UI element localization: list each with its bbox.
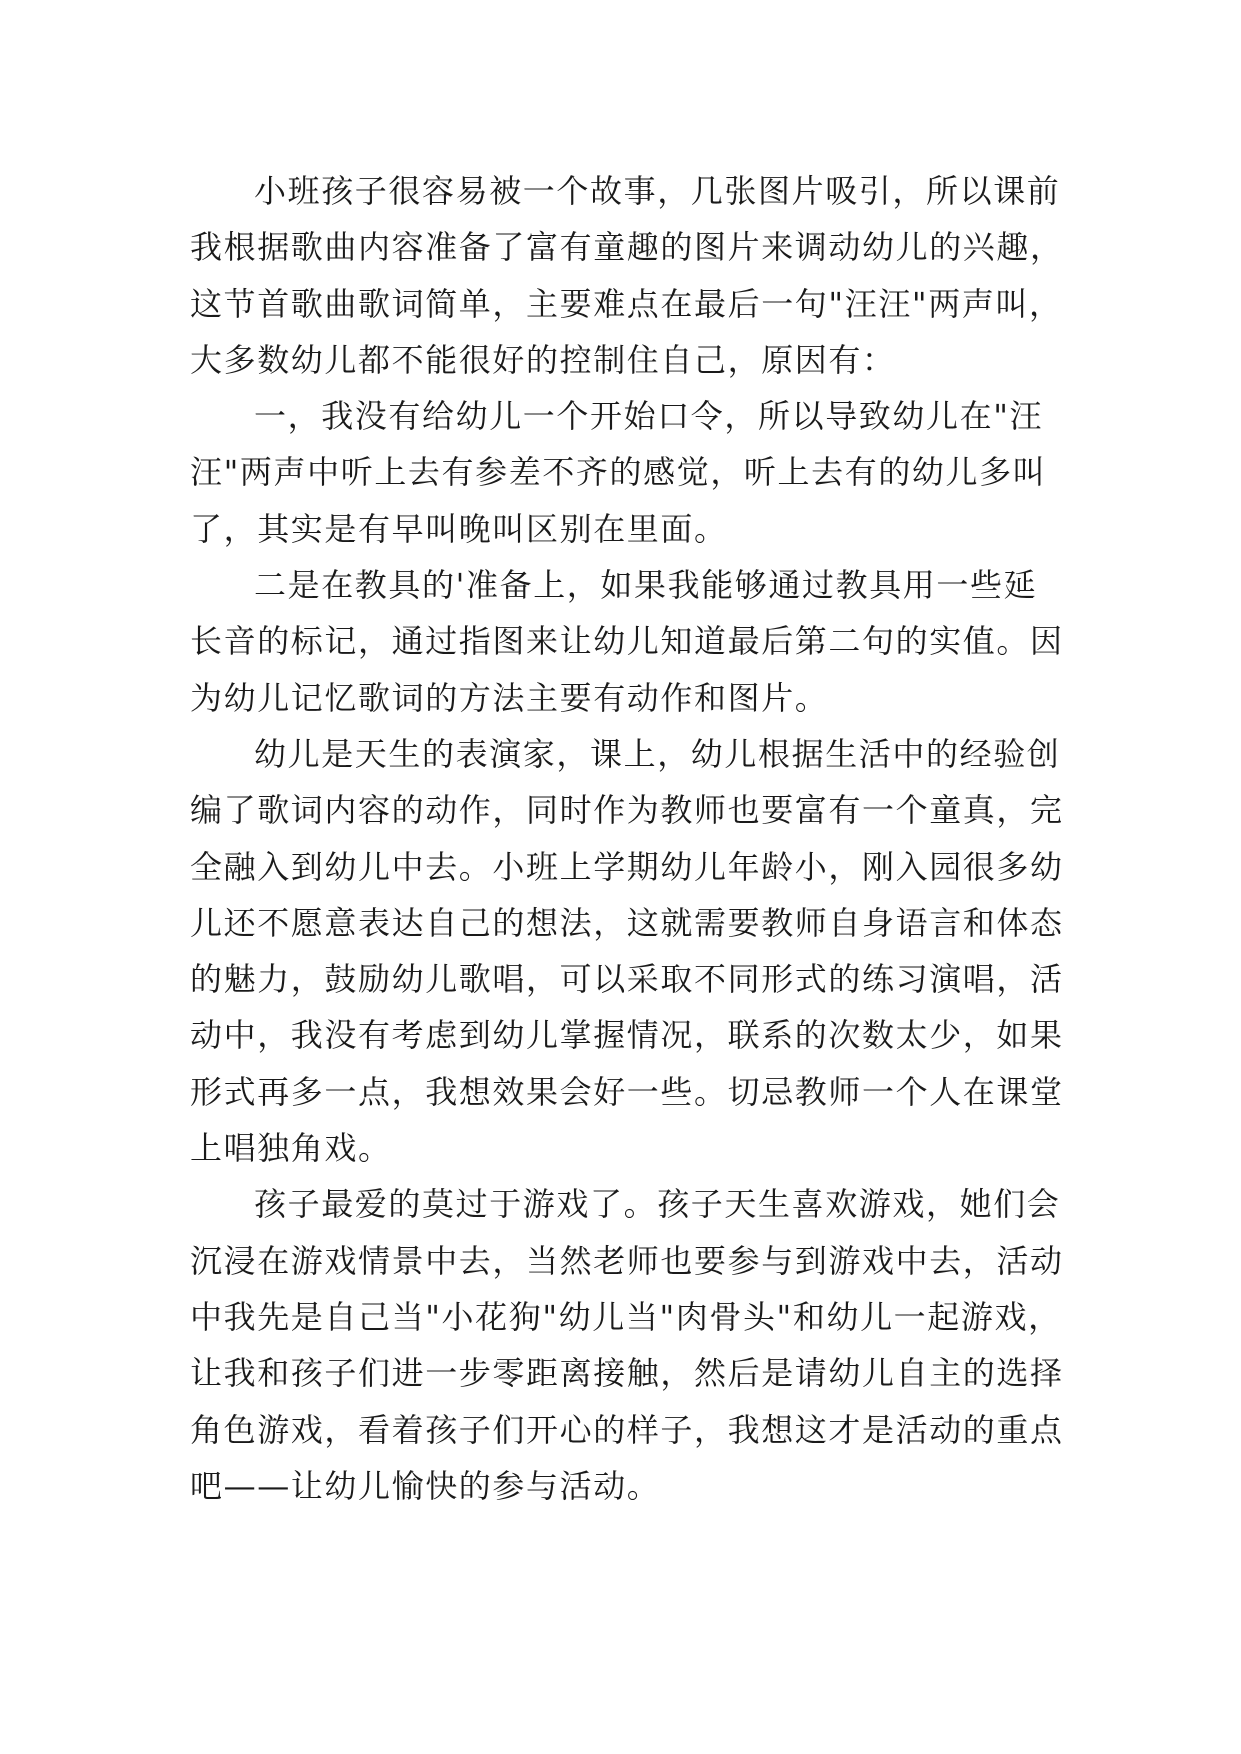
text-line: 编了歌词内容的动作，同时作为教师也要富有一个童真，完 (190, 791, 1064, 830)
text-line: 孩子最爱的莫过于游戏了。孩子天生喜欢游戏，她们会 (254, 1185, 1061, 1224)
text-line: 吧——让幼儿愉快的参与活动。 (190, 1466, 661, 1505)
paragraph-1 (190, 163, 1064, 388)
text-line: 的魅力，鼓励幼儿歌唱，可以采取不同形式的练习演唱，活 (190, 960, 1064, 999)
text-line: 形式再多一点，我想效果会好一些。切忌教师一个人在课堂 (190, 1072, 1064, 1111)
text-line: 长音的标记，通过指图来让幼儿知道最后第二句的实值。因 (190, 622, 1064, 661)
text-line: 角色游戏，看着孩子们开心的样子，我想这才是活动的重点 (190, 1410, 1064, 1449)
text-line: 让我和孩子们进一步零距离接触，然后是请幼儿自主的选择 (190, 1354, 1064, 1393)
text-line: 上唱独角戏。 (190, 1129, 392, 1168)
paragraph-4 (190, 726, 1064, 1176)
text-line: 汪"两声中听上去有参差不齐的感觉，听上去有的幼儿多叫 (190, 453, 1047, 492)
text-line: 大多数幼儿都不能很好的控制住自己，原因有： (190, 340, 896, 379)
text-line: 动中，我没有考虑到幼儿掌握情况，联系的次数太少，如果 (190, 1016, 1064, 1055)
text-line: 幼儿是天生的表演家，课上，幼儿根据生活中的经验创 (254, 734, 1061, 773)
text-line: 儿还不愿意表达自己的想法，这就需要教师自身语言和体态 (190, 903, 1064, 942)
paragraph-2 (190, 388, 1050, 557)
text-line: 我根据歌曲内容准备了富有童趣的图片来调动幼儿的兴趣， (190, 228, 1064, 267)
text-line: 这节首歌曲歌词简单，主要难点在最后一句"汪汪"两声叫， (190, 284, 1063, 323)
paragraph-3 (190, 557, 1064, 726)
paragraph-5 (190, 1176, 1064, 1514)
text-line: 二是在教具的'准备上，如果我能够通过教具用一些延 (254, 566, 1038, 605)
text-line: 为幼儿记忆歌词的方法主要有动作和图片。 (190, 678, 829, 717)
document-page (190, 163, 1064, 1514)
text-line: 小班孩子很容易被一个故事，几张图片吸引，所以课前 (254, 172, 1061, 210)
text-line: 沉浸在游戏情景中去，当然老师也要参与到游戏中去，活动 (190, 1241, 1064, 1280)
text-line: 全融入到幼儿中去。小班上学期幼儿年龄小，刚入园很多幼 (190, 847, 1064, 886)
text-line: 一，我没有给幼儿一个开始口令，所以导致幼儿在"汪 (254, 397, 1044, 436)
text-line: 了，其实是有早叫晚叫区别在里面。 (190, 509, 728, 548)
text-line: 中我先是自己当"小花狗"幼儿当"肉骨头"和幼儿一起游戏， (190, 1297, 1062, 1336)
